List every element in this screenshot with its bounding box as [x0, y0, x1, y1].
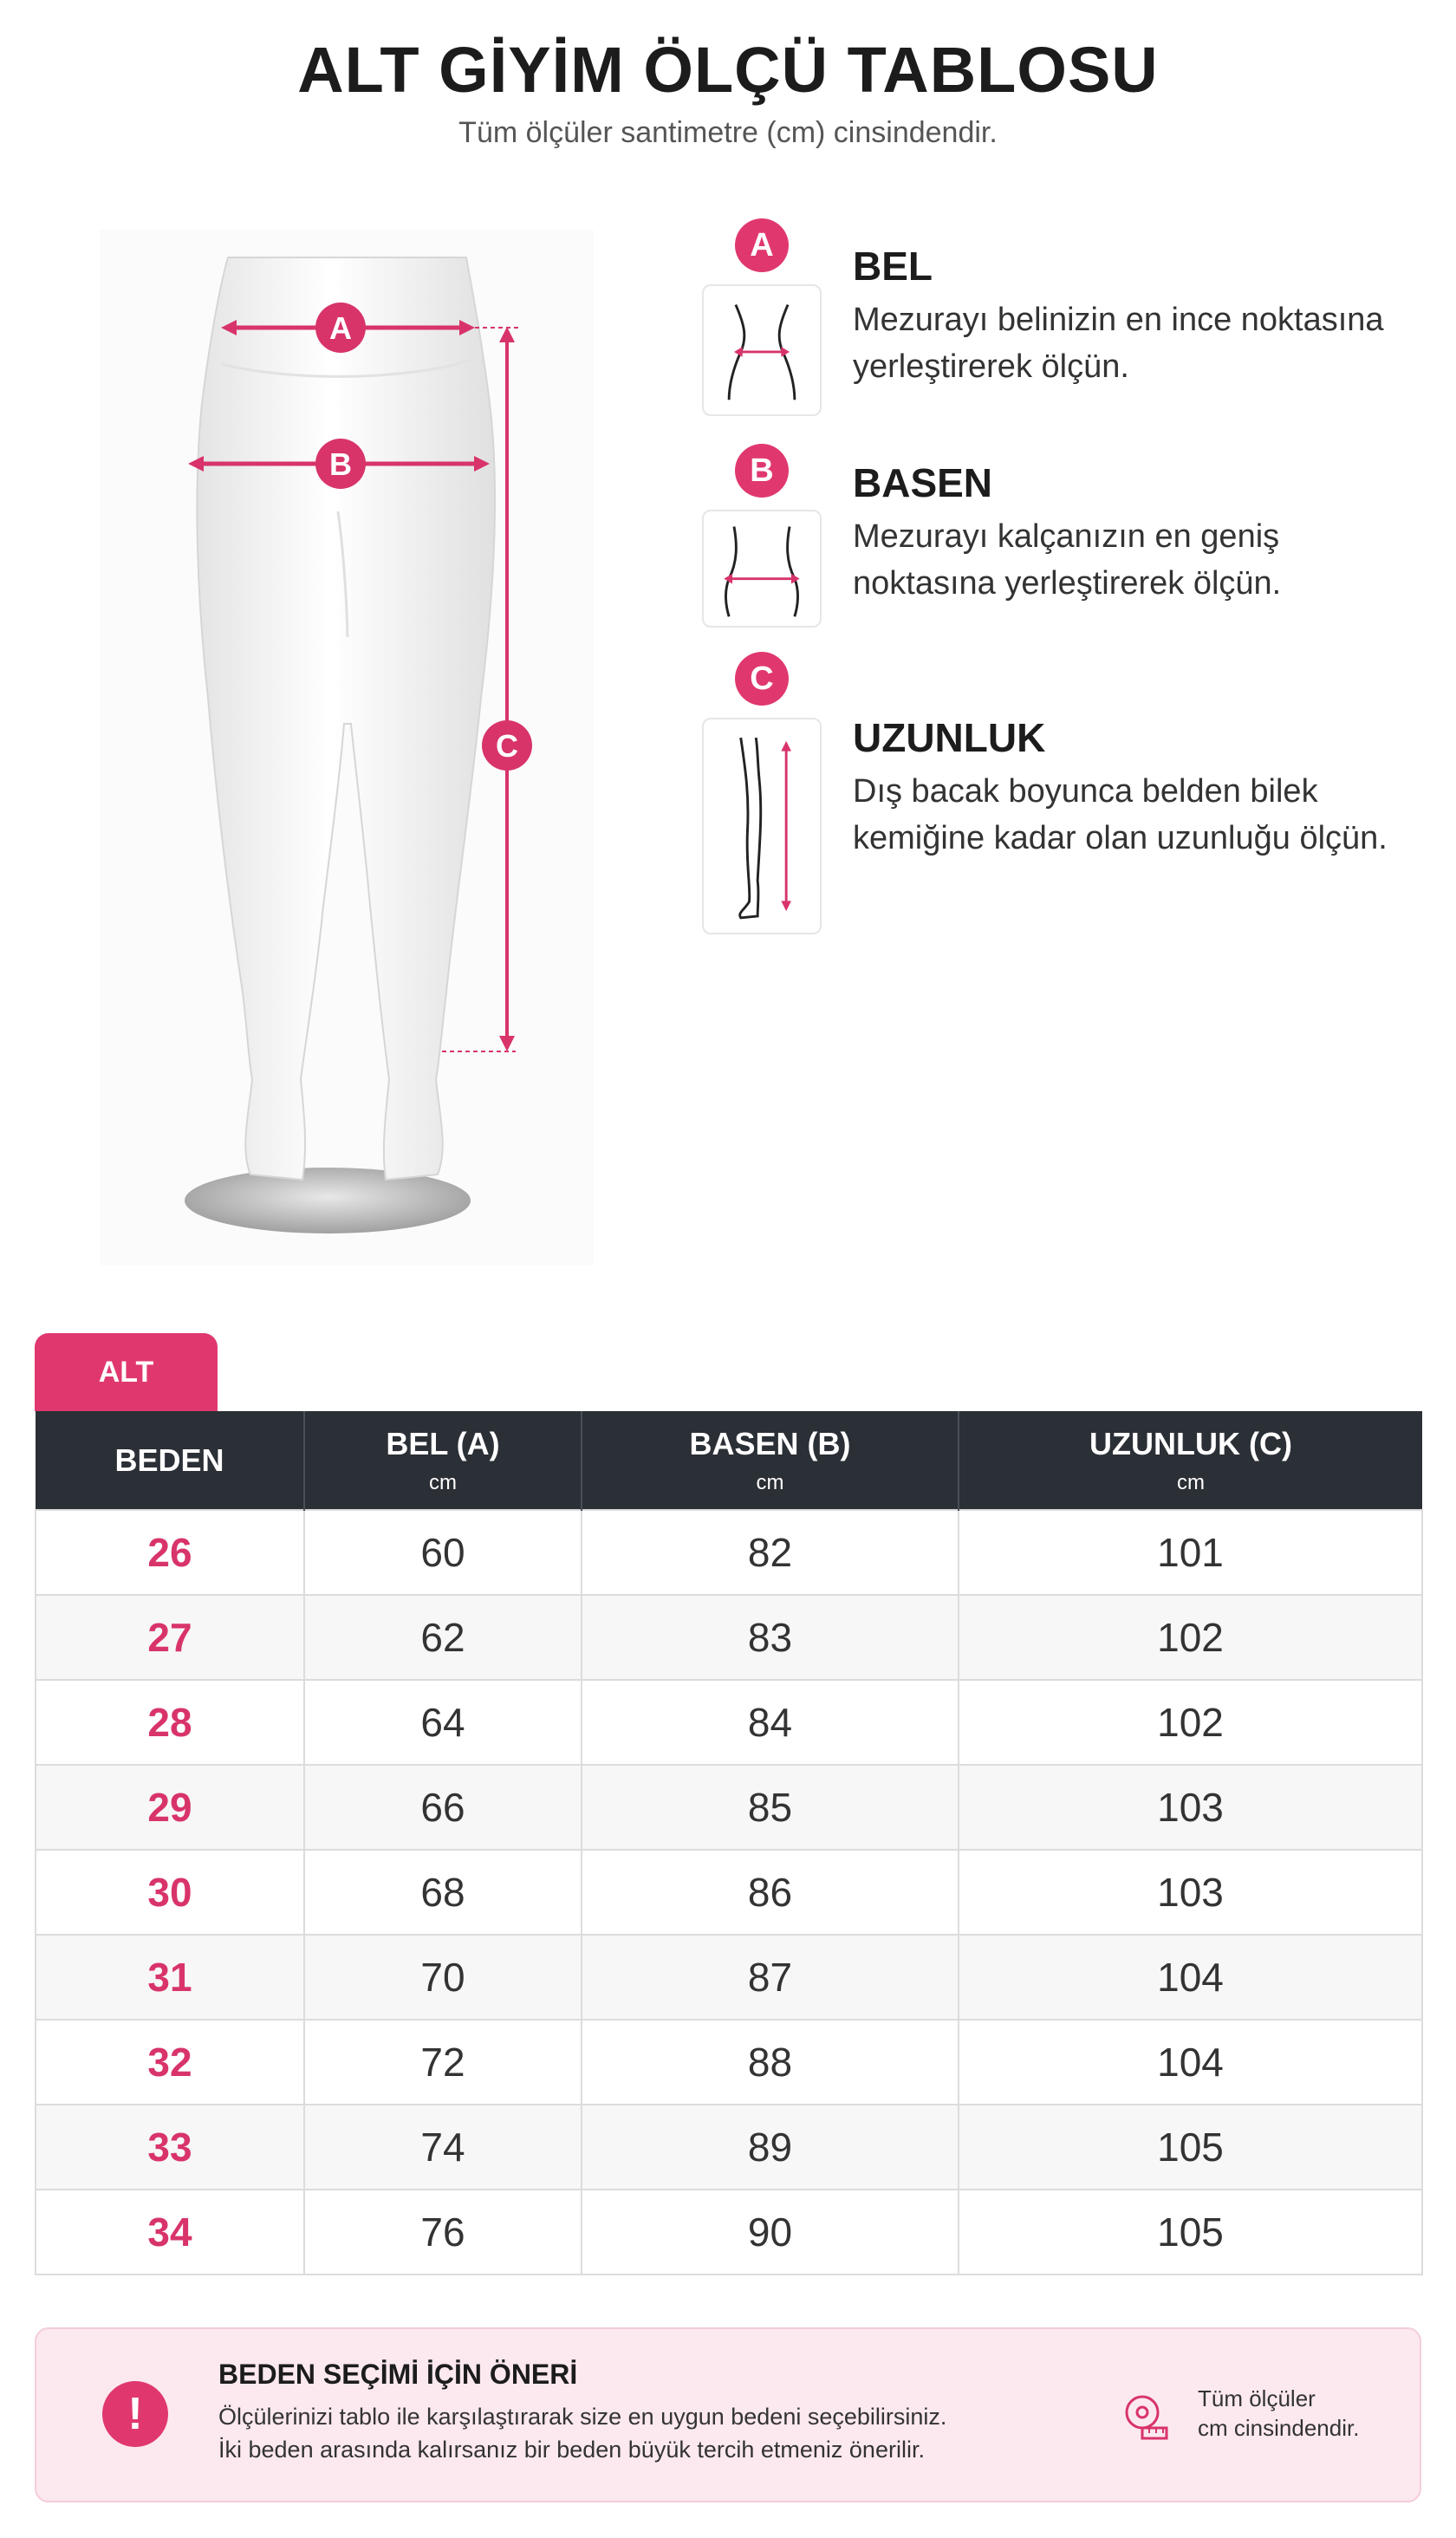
waist-cell: 62 — [304, 1595, 582, 1680]
advice-text-line: Ölçülerinizi tablo ile karşılaştırarak size en uygun bedeni seçebilirsiniz. — [218, 2404, 947, 2430]
marker-c — [482, 720, 532, 771]
table-row — [36, 2105, 1422, 2190]
advice-title: BEDEN SEÇİMİ İÇİN ÖNERİ — [218, 2359, 578, 2390]
hip-cell: 90 — [582, 2190, 959, 2274]
table-row — [36, 1765, 1422, 1850]
size-cell: 26 — [36, 1510, 304, 1595]
unit-note-line: Tüm ölçüler — [1198, 2385, 1316, 2411]
instruction-text-line: Mezurayı belinizin en ince noktasına — [853, 302, 1384, 338]
instruction-title: BEL — [853, 244, 933, 289]
instruction-title: UZUNLUK — [853, 715, 1046, 760]
size-cell: 29 — [36, 1765, 304, 1850]
length-cell: 102 — [959, 1680, 1422, 1765]
waist-icon — [702, 284, 822, 416]
table-row — [36, 1935, 1422, 2020]
waist-cell: 64 — [304, 1680, 582, 1765]
svg-text:C: C — [496, 728, 518, 764]
hip-cell: 85 — [582, 1765, 959, 1850]
exclamation-icon: ! — [102, 2381, 168, 2447]
length-cell: 104 — [959, 2020, 1422, 2105]
measuring-tape-icon — [1121, 2392, 1170, 2440]
instruction-length — [702, 652, 1439, 938]
size-cell: 33 — [36, 2105, 304, 2190]
waist-cell: 72 — [304, 2020, 582, 2105]
instruction-text-line: kemiğine kadar olan uzunluğu ölçün. — [853, 820, 1388, 856]
tab-alt[interactable]: ALT — [35, 1333, 218, 1411]
waist-cell: 68 — [304, 1850, 582, 1935]
table-row — [36, 1510, 1422, 1595]
instruction-text-line: Mezurayı kalçanızın en geniş — [853, 518, 1280, 555]
table-header-row — [36, 1411, 1422, 1510]
svg-text:B: B — [329, 446, 352, 482]
table-row — [36, 1680, 1422, 1765]
size-cell: 27 — [36, 1595, 304, 1680]
size-cell: 34 — [36, 2190, 304, 2274]
table-row — [36, 2020, 1422, 2105]
instruction-hip — [702, 444, 1439, 643]
badge-c: C — [735, 652, 789, 706]
size-cell: 30 — [36, 1850, 304, 1935]
hip-cell: 87 — [582, 1935, 959, 2020]
advice-text-line: İki beden arasında kalırsanız bir beden büyük tercih etmeniz önerilir. — [218, 2437, 925, 2463]
page-subtitle: Tüm ölçüler santimetre (cm) cinsindendir. — [458, 116, 998, 149]
waist-cell: 76 — [304, 2190, 582, 2274]
table-row — [36, 1595, 1422, 1680]
waist-cell: 60 — [304, 1510, 582, 1595]
length-cell: 103 — [959, 1765, 1422, 1850]
size-cell: 28 — [36, 1680, 304, 1765]
table-row — [36, 1850, 1422, 1935]
instruction-title: BASEN — [853, 460, 993, 505]
leg-length-icon — [702, 718, 822, 934]
column-header-size: BEDEN — [36, 1411, 304, 1510]
table-row — [36, 2190, 1422, 2274]
length-cell: 105 — [959, 2190, 1422, 2274]
size-table — [35, 1411, 1423, 2275]
length-cell: 104 — [959, 1935, 1422, 2020]
size-cell: 31 — [36, 1935, 304, 2020]
page-title: ALT GİYİM ÖLÇÜ TABLOSU — [297, 34, 1159, 106]
badge-b: B — [735, 444, 789, 498]
length-cell: 105 — [959, 2105, 1422, 2190]
unit-note-line: cm cinsindendir. — [1198, 2415, 1360, 2441]
hip-cell: 86 — [582, 1850, 959, 1935]
column-header-hip: BASEN (B) cm — [582, 1411, 959, 1510]
hip-icon — [702, 510, 822, 628]
length-cell: 103 — [959, 1850, 1422, 1935]
length-cell: 101 — [959, 1510, 1422, 1595]
hip-cell: 83 — [582, 1595, 959, 1680]
size-advice-box — [35, 2327, 1421, 2502]
size-cell: 32 — [36, 2020, 304, 2105]
hip-cell: 89 — [582, 2105, 959, 2190]
hip-cell: 88 — [582, 2020, 959, 2105]
length-cell: 102 — [959, 1595, 1422, 1680]
instruction-text-line: noktasına yerleştirerek ölçün. — [853, 565, 1282, 602]
svg-text:A: A — [329, 310, 352, 346]
hip-cell: 84 — [582, 1680, 959, 1765]
column-header-length: UZUNLUK (C) cm — [959, 1411, 1422, 1510]
hip-cell: 82 — [582, 1510, 959, 1595]
waist-cell: 74 — [304, 2105, 582, 2190]
instruction-text-line: yerleştirerek ölçün. — [853, 348, 1129, 385]
instruction-text-line: Dış bacak boyunca belden bilek — [853, 773, 1318, 810]
badge-a: A — [735, 218, 789, 272]
instruction-waist — [702, 218, 1439, 418]
marker-b — [315, 439, 366, 489]
marker-a — [315, 303, 366, 353]
waist-cell: 66 — [304, 1765, 582, 1850]
waist-cell: 70 — [304, 1935, 582, 2020]
mannequin-stand — [185, 1168, 471, 1233]
mannequin-figure — [100, 230, 594, 1266]
column-header-waist: BEL (A) cm — [304, 1411, 582, 1510]
